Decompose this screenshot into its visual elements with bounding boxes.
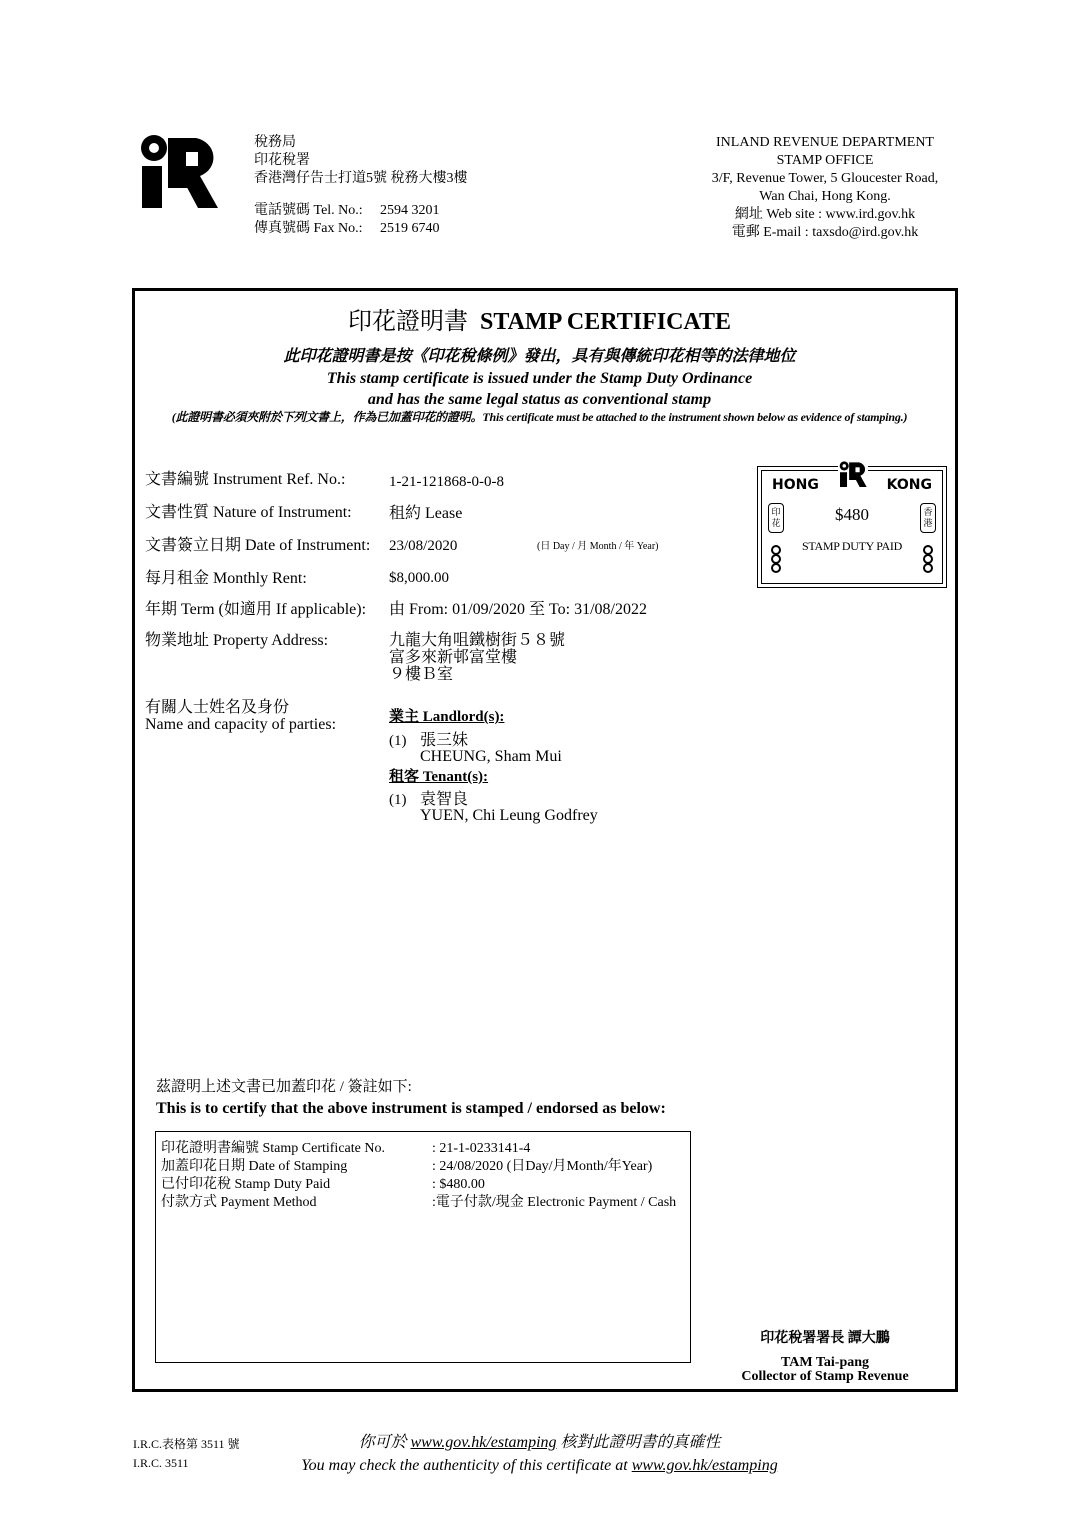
nature-label: 文書性質 Nature of Instrument: — [145, 504, 352, 521]
payment-method-label: 付款方式 Payment Method — [161, 1195, 317, 1210]
stamp-kong: KONG — [886, 477, 932, 493]
stamp-duty-paid-box — [757, 466, 947, 588]
verify-zh-post: 核對此證明書的真確性 — [560, 1434, 721, 1451]
tel-label: 電話號碼 Tel. No.: — [254, 203, 363, 218]
attachment-note: (此證明書必須夾附於下列文書上，作為已加蓋印花的證明。This certificate must be attached to the instrument shown below as evidence of stamping.) — [171, 410, 908, 424]
fax-row — [254, 220, 468, 238]
nature-value: 租約 Lease — [389, 505, 463, 522]
header-right — [690, 134, 960, 242]
stamp-paid-label: STAMP DUTY PAID — [802, 539, 902, 553]
tel-row — [254, 202, 468, 220]
address-line1: 九龍大角咀鐵樹街５８號 — [389, 632, 566, 649]
duty-paid-row — [161, 1176, 485, 1193]
signatory-title: Collector of Stamp Revenue — [741, 1369, 909, 1384]
office-name-en: STAMP OFFICE — [776, 153, 874, 168]
verify-zh-pre: 你可於 — [358, 1434, 407, 1451]
term-label: 年期 Term (如適用 If applicable): — [145, 601, 367, 618]
stamp-seal-left: 印花 — [768, 503, 784, 533]
header-left — [254, 134, 468, 238]
stamp-date-value: : 24/08/2020 (日Day/月Month/年Year) — [432, 1159, 653, 1174]
office-name-zh: 印花稅署 — [254, 153, 310, 168]
tel-value: 2594 3201 — [380, 203, 440, 218]
date-value: 23/08/2020 — [389, 538, 458, 554]
stamp-amount: $480 — [835, 505, 869, 524]
ref-value: 1-21-121868-0-0-8 — [389, 474, 504, 490]
stamp-date-row — [161, 1158, 652, 1175]
rent-label: 每月租金 Monthly Rent: — [145, 570, 307, 587]
subtitle-en-line2: and has the same legal status as conventional stamp — [367, 391, 712, 408]
stamp-logo — [838, 461, 868, 487]
tenant-name-en: YUEN, Chi Leung Godfrey — [420, 807, 598, 824]
parties-label-en: Name and capacity of parties: — [145, 716, 337, 733]
rent-value: $8,000.00 — [389, 570, 449, 586]
landlord-name-en: CHEUNG, Sham Mui — [420, 748, 562, 765]
verify-en — [0, 1455, 1079, 1477]
ref-label: 文書編號 Instrument Ref. No.: — [145, 471, 346, 488]
stamp-date-label: 加蓋印花日期 Date of Stamping — [161, 1159, 348, 1174]
address-zh: 香港灣仔告士打道5號 稅務大樓3樓 — [254, 171, 468, 186]
address-line2: 富多來新邨富堂樓 — [389, 649, 518, 666]
title-zh: 印花證明書 — [348, 309, 469, 335]
tenant-num: (1) — [389, 792, 407, 808]
term-value: 由 From: 01/09/2020 至 To: 31/08/2022 — [389, 601, 648, 618]
certify-zh: 茲證明上述文書已加蓋印花 / 簽註如下: — [156, 1079, 412, 1095]
cert-no-row — [161, 1140, 530, 1157]
landlord-heading: 業主 Landlord(s): — [389, 709, 505, 725]
dept-name-zh: 稅務局 — [254, 135, 296, 150]
certificate-title — [0, 308, 1079, 336]
signatory-name: TAM Tai-pang — [780, 1355, 870, 1370]
address-en-line1: 3/F, Revenue Tower, 5 Gloucester Road, — [711, 171, 939, 186]
landlord-num: (1) — [389, 733, 407, 749]
certify-en: This is to certify that the above instrument is stamped / endorsed as below: — [156, 1100, 666, 1117]
address-value — [389, 632, 565, 683]
subtitle-zh: 此印花證明書是按《印花稅條例》發出，具有與傳統印花相等的法律地位 — [283, 348, 796, 365]
cert-no-value: : 21-1-0233141-4 — [432, 1141, 531, 1156]
subtitle-en-line1: This stamp certificate is issued under the Stamp Duty Ordinance — [326, 370, 753, 387]
landlord-name-zh: 張三妹 — [420, 732, 469, 749]
dept-name-en: INLAND REVENUE DEPARTMENT — [716, 135, 934, 150]
tenant-name-zh: 袁智良 — [420, 791, 469, 808]
address-label: 物業地址 Property Address: — [145, 632, 329, 649]
verify-en-link[interactable]: www.gov.hk/estamping — [631, 1457, 778, 1474]
ird-logo — [138, 134, 220, 208]
stamp-seal-right: 香港 — [920, 503, 936, 533]
address-line3: ９樓Ｂ室 — [389, 666, 454, 683]
tenant-heading: 租客 Tenant(s): — [389, 769, 489, 785]
form-number-en: I.R.C. 3511 — [133, 1456, 189, 1470]
parties-label — [145, 699, 336, 733]
payment-method-value: :電子付款/現金 Electronic Payment / Cash — [432, 1195, 677, 1210]
payment-method-row — [161, 1194, 676, 1211]
parties-label-zh: 有關人士姓名及身份 — [145, 699, 290, 716]
fax-value: 2519 6740 — [380, 221, 440, 236]
verify-zh — [0, 1432, 1079, 1454]
verify-zh-link[interactable]: www.gov.hk/estamping — [410, 1434, 557, 1451]
address-en-line2: Wan Chai, Hong Kong. — [759, 189, 891, 204]
landlord-party — [420, 733, 562, 765]
duty-paid-value: : $480.00 — [432, 1177, 485, 1192]
stamp-hong: HONG — [772, 477, 819, 493]
form-number-zh: I.R.C.表格第 3511 號 — [133, 1437, 240, 1451]
date-label: 文書簽立日期 Date of Instrument: — [145, 537, 371, 554]
fax-label: 傳真號碼 Fax No.: — [254, 221, 363, 236]
tenant-party — [420, 792, 598, 824]
website: 網址 Web site : www.ird.gov.hk — [734, 207, 916, 222]
verify-en-pre: You may check the authenticity of this certificate at — [301, 1457, 628, 1474]
signatory-zh: 印花稅署署長 譚大鵬 — [760, 1331, 890, 1346]
cert-no-label: 印花證明書編號 Stamp Certificate No. — [161, 1141, 385, 1156]
date-format-hint: (日 Day / 月 Month / 年 Year) — [537, 541, 659, 552]
email: 電郵 E-mail : taxsdo@ird.gov.hk — [731, 225, 919, 240]
title-en: STAMP CERTIFICATE — [480, 309, 731, 335]
duty-paid-label: 已付印花稅 Stamp Duty Paid — [161, 1177, 331, 1192]
